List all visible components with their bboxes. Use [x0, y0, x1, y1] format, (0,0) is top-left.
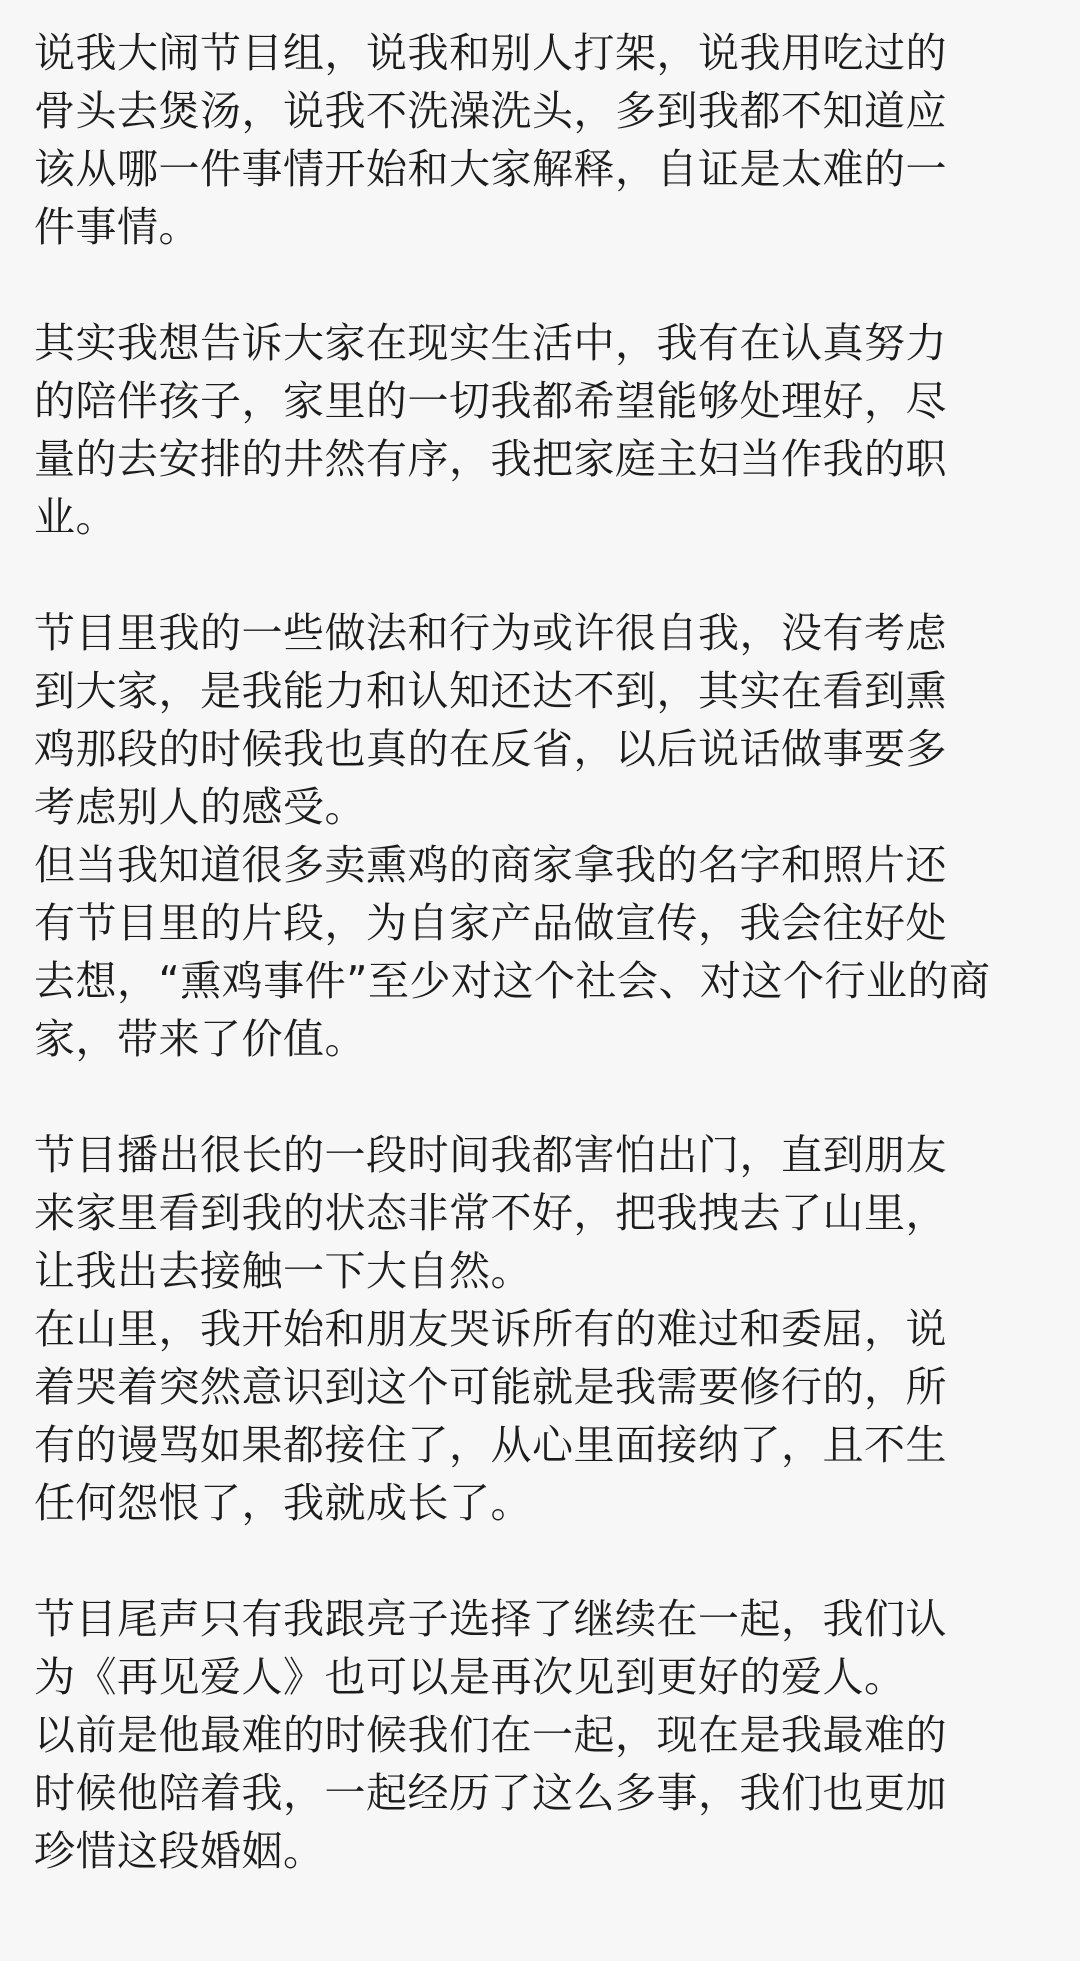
text-line: 着哭着突然意识到这个可能就是我需要修行的，所 [34, 1363, 947, 1411]
paragraph-spacer [34, 256, 1054, 314]
paragraph-spacer [34, 1532, 1054, 1590]
paragraph-3 [34, 604, 1054, 1068]
text-line: 骨头去煲汤，说我不洗澡洗头，多到我都不知道应 [34, 87, 947, 135]
text-line: 有的谩骂如果都接住了，从心里面接纳了，且不生 [34, 1421, 947, 1469]
text-line: 有节目里的片段，为自家产品做宣传，我会往好处 [34, 899, 947, 947]
text-line: 去想，“熏鸡事件”至少对这个社会、对这个行业的商 [34, 957, 991, 1005]
article-text [34, 24, 1054, 1880]
text-line: 以前是他最难的时候我们在一起，现在是我最难的 [34, 1711, 947, 1759]
text-line: 来家里看到我的状态非常不好，把我拽去了山里， [34, 1189, 947, 1237]
text-line: 其实我想告诉大家在现实生活中，我有在认真努力 [34, 319, 947, 367]
text-line: 业。 [34, 493, 117, 541]
text-line: 让我出去接触一下大自然。 [34, 1247, 532, 1295]
text-line: 节目播出很长的一段时间我都害怕出门，直到朋友 [34, 1131, 947, 1179]
text-line: 家，带来了价值。 [34, 1015, 366, 1063]
paragraph-spacer [34, 546, 1054, 604]
text-line: 件事情。 [34, 203, 200, 251]
text-line: 到大家，是我能力和认知还达不到，其实在看到熏 [34, 667, 947, 715]
text-line: 珍惜这段婚姻。 [34, 1827, 325, 1875]
text-line: 时候他陪着我，一起经历了这么多事，我们也更加 [34, 1769, 947, 1817]
text-line: 但当我知道很多卖熏鸡的商家拿我的名字和照片还 [34, 841, 947, 889]
text-line: 节目里我的一些做法和行为或许很自我，没有考虑 [34, 609, 947, 657]
text-line: 为《再见爱人》也可以是再次见到更好的爱人。 [34, 1653, 906, 1701]
paragraph-2 [34, 314, 1054, 546]
paragraph-4 [34, 1126, 1054, 1532]
text-line: 该从哪一件事情开始和大家解释，自证是太难的一 [34, 145, 947, 193]
paragraph-1 [34, 24, 1054, 256]
text-line: 的陪伴孩子，家里的一切我都希望能够处理好，尽 [34, 377, 947, 425]
text-line: 说我大闹节目组，说我和别人打架，说我用吃过的 [34, 29, 947, 77]
paragraph-5 [34, 1590, 1054, 1880]
text-line: 考虑别人的感受。 [34, 783, 366, 831]
paragraph-spacer [34, 1068, 1054, 1126]
text-line: 节目尾声只有我跟亮子选择了继续在一起，我们认 [34, 1595, 947, 1643]
text-line: 鸡那段的时候我也真的在反省，以后说话做事要多 [34, 725, 947, 773]
text-line: 任何怨恨了，我就成长了。 [34, 1479, 532, 1527]
text-line: 量的去安排的井然有序，我把家庭主妇当作我的职 [34, 435, 947, 483]
text-line: 在山里，我开始和朋友哭诉所有的难过和委屈，说 [34, 1305, 947, 1353]
